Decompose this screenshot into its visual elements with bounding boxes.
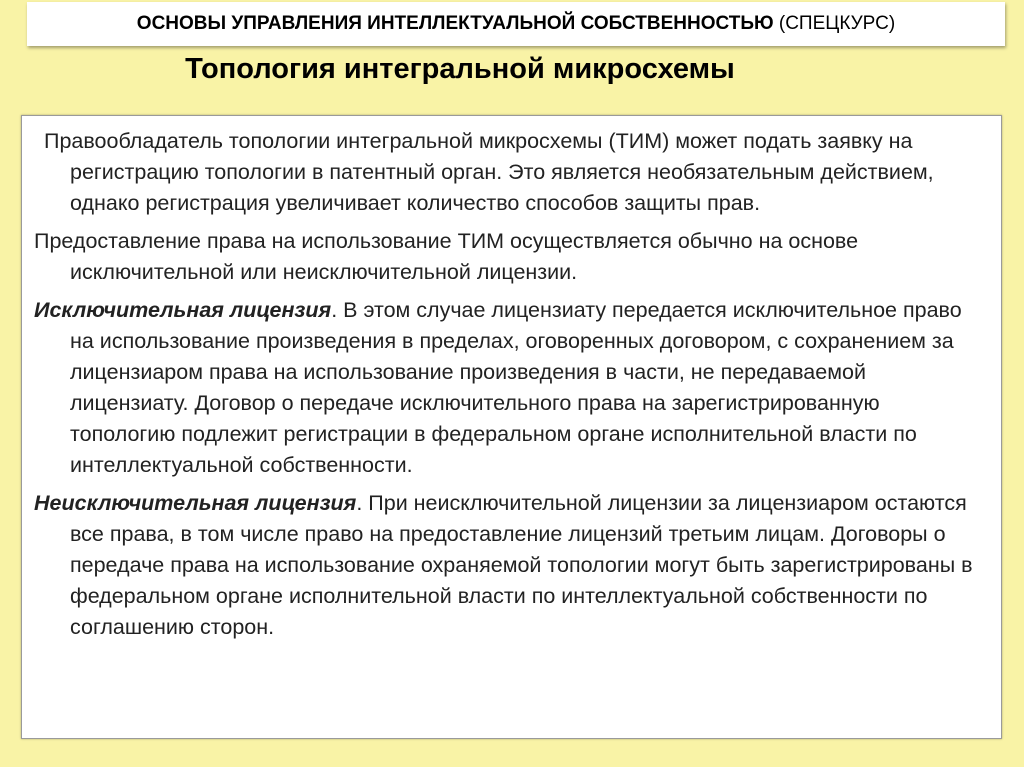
paragraph-license-types: Предоставление права на использование ТИМ осуществляется обычно на основе исключительной или неисключительной лицензии.: [34, 229, 859, 284]
paragraph-exclusive-license: [34, 295, 989, 481]
term-exclusive-license: Исключительная лицензия: [34, 298, 332, 322]
term-nonexclusive-license: Неисключительная лицензия: [34, 491, 357, 515]
slide-title: Топология интегральной микросхемы: [185, 53, 735, 85]
paragraph-registration: Правообладатель топологии интегральной микросхемы (ТИМ) может подать заявку на регистрацию топологии в патентный орган. Это является необязательным действием, однако регистрация увеличивает количество способов защиты прав.: [44, 129, 934, 215]
course-header: [27, 2, 1005, 46]
course-title: ОСНОВЫ УПРАВЛЕНИЯ ИНТЕЛЛЕКТУАЛЬНОЙ СОБСТВЕННОСТЬЮ: [136, 13, 774, 34]
course-subtitle: (СПЕЦКУРС): [773, 13, 896, 34]
exclusive-license-text: . В этом случае лицензиату передается исключительное право на использование произведения в пределах, оговоренных договором, с сохранением за лицензиаром права на использование произведения в части, не передаваемой лицензиату. Договор о передаче исключительного права на зарегистрированную топологию подлежит регистрации в федеральном органе исполнительной власти по интеллектуальной собственности.: [70, 298, 962, 477]
content-box: [21, 115, 1002, 739]
nonexclusive-license-text: . При неисключительной лицензии за лицензиаром остаются все права, в том числе право на предоставление лицензий третьим лицам. Договоры о передаче права на использование охраняемой топологии могут быть зарегистрированы в федеральном органе исполнительной власти по интеллектуальной собственности по соглашению сторон.: [70, 491, 973, 639]
paragraph-nonexclusive-license: [34, 488, 989, 643]
